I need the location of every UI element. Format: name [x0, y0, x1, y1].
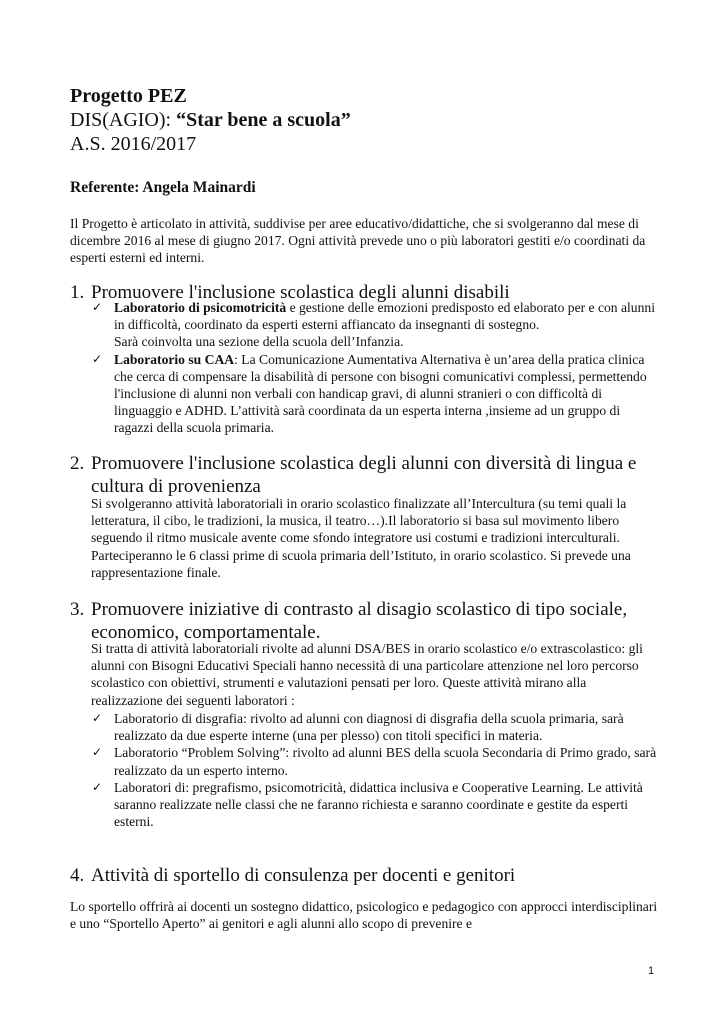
bullet-text: Laboratori di: pregrafismo, psicomotricità, didattica inclusiva e Cooperative Learning. Le attività saranno realizzate nelle classi che ne faranno richiesta e saranno coordinate e gestite da esperti esterni.	[114, 779, 643, 830]
section-1-bullet-list	[91, 299, 661, 437]
section-heading-text: Attività di sportello di consulenza per docenti e genitori	[91, 865, 516, 886]
bullet-text-continued: Sarà coinvolta una sezione della scuola dell’Infanzia.	[114, 334, 404, 350]
list-item	[91, 299, 661, 351]
section-3-paragraph: Si tratta di attività laboratoriali rivolte ad alunni DSA/BES in orario scolastico e/o extrascolastico: gli alunni con Bisogni Educativi Speciali hanno necessità di una particolare attenzione nel loro percorso scolastico con obiettivi, strumenti e valutazioni pensati per loro. Queste attività mirano alla realizzazione dei seguenti laboratori :	[91, 641, 643, 708]
section-number: 1.	[70, 282, 85, 303]
section-3-heading	[70, 598, 627, 644]
checkmark-icon: ✓	[92, 779, 103, 794]
checkmark-icon: ✓	[92, 300, 103, 314]
section-number: 2.	[70, 453, 85, 474]
checkmark-icon: ✓	[92, 745, 103, 760]
subtitle-quote: “Star bene a scuola”	[176, 109, 351, 131]
referente-line: Referente: Angela Mainardi	[70, 179, 256, 196]
bullet-bold-label: Laboratorio di psicomotricità	[114, 300, 287, 315]
section-heading-text: Promuovere iniziative di contrasto al disagio scolastico di tipo sociale,	[91, 599, 628, 620]
bullet-text: : La Comunicazione Aumentativa Alternativa è un’area della pratica clinica che cerca di compensare la disabilità di persone con bisogni comunicativi complessi, permettendo l'inclusione di alunni non verbali con handicap gravi, di alunni stranieri o con difficoltà di linguaggio e ADHD. L’attività sarà coordinata da un esperta interna ,insieme ad un gruppo di ragazzi della scuola primaria.	[114, 351, 647, 436]
list-item	[91, 351, 661, 437]
bullet-text: e gestione delle emozioni predisposto ed elaborato per e con alunni in difficoltà, coordinato da esperti esterni affiancato da insegnanti di sostegno.	[114, 300, 655, 333]
section-2-heading	[70, 452, 636, 498]
list-item	[91, 779, 661, 831]
list-item	[91, 744, 661, 778]
section-2-paragraph: Si svolgeranno attività laboratoriali in orario scolastico finalizzate all’Intercultura (su temi quali la letteratura, il cibo, le tradizioni, la musica, il teatro…).Il laboratorio si basa sul movimento libero seguendo il ritmo musicale avente come sfondo integratore usi costumi e tradizioni interculturali. Parteciperanno le 6 classi prime di scuola primaria dell’Istituto, in orario scolastico. Si prevede una rappresentazione finale.	[91, 496, 631, 580]
section-number: 4.	[70, 865, 85, 886]
checkmark-icon: ✓	[92, 711, 103, 725]
bullet-bold-label: Laboratorio su CAA	[114, 351, 235, 367]
intro-paragraph: Il Progetto è articolato in attività, suddivise per aree educativo/didattiche, che si svolgeranno dal mese di dicembre 2016 al mese di giugno 2017. Ogni attività prevede uno o più laboratori gestiti e/o coordinati da esperti esterni ed interni.	[70, 216, 646, 266]
section-heading-text: Promuovere l'inclusione scolastica degli alunni con diversità di lingua e	[91, 453, 637, 474]
section-3-bullet-list	[91, 710, 661, 830]
section-heading-continued: cultura di provenienza	[91, 476, 261, 497]
project-title: Progetto PEZ	[70, 85, 187, 107]
subtitle-prefix: DIS(AGIO):	[70, 109, 177, 131]
section-number: 3.	[70, 599, 85, 620]
page-number: 1	[648, 965, 655, 977]
project-subtitle	[70, 108, 351, 132]
section-heading-text: Promuovere l'inclusione scolastica degli alunni disabili	[91, 282, 510, 303]
list-item	[91, 710, 661, 744]
checkmark-icon: ✓	[92, 351, 103, 366]
section-heading-continued: economico, comportamentale.	[91, 622, 321, 643]
school-year: A.S. 2016/2017	[70, 133, 197, 155]
document-title-block	[70, 84, 351, 156]
section-4-heading	[70, 864, 515, 887]
bullet-text: Laboratorio di disgrafia: rivolto ad alunni con diagnosi di disgrafia della scuola primaria, sarà realizzato da due esperte interne (una per plesso) con titoli specifici in materia.	[114, 711, 624, 744]
section-4-paragraph: Lo sportello offrirà ai docenti un sostegno didattico, psicologico e pedagogico con approcci interdisciplinari e uno “Sportello Aperto” ai genitori e agli alunni allo scopo di prevenire e	[70, 899, 658, 932]
bullet-text: Laboratorio “Problem Solving”: rivolto ad alunni BES della scuola Secondaria di Primo grado, sarà realizzato da un esperto interno.	[114, 745, 657, 778]
